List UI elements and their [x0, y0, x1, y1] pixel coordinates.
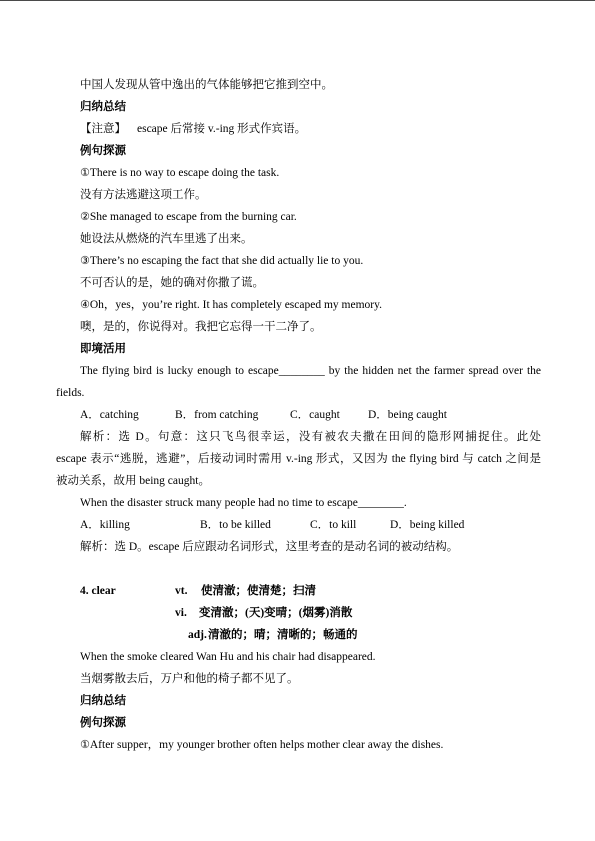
example-sentence: She managed to escape from the burning car.	[89, 211, 297, 223]
example-en	[56, 250, 541, 272]
option-c: C．to kill	[310, 519, 357, 531]
example-zh: 当烟雾散去后，万户和他的椅子都不见了。	[80, 673, 299, 685]
summary-heading: 归纳总结	[80, 695, 126, 707]
question-options	[56, 404, 541, 426]
option-c: C．caught	[290, 409, 340, 421]
example-en	[56, 162, 541, 184]
blank-line	[56, 558, 541, 580]
option-d: D．being caught	[368, 409, 447, 421]
sense-meaning: 使清澈；使清楚；扫清	[201, 585, 316, 597]
note-label: 【注意】	[80, 123, 126, 135]
example-sentence: After supper，my younger brother often helps mother clear away the dishes.	[89, 739, 444, 751]
example-sentence: There’s no escaping the fact that she did actually lie to you.	[89, 255, 364, 267]
intro-translation: 中国人发现从管中逸出的气体能够把它推到空中。	[80, 79, 333, 91]
example-sentence: Oh，yes，you’re right. It has completely escaped my memory.	[89, 299, 382, 311]
example-number: ③	[80, 254, 90, 267]
sense-line	[56, 624, 541, 646]
examples-heading: 例句探源	[80, 717, 126, 729]
sense-line	[56, 580, 541, 602]
note-text: escape 后常接 v.-ing 形式作宾语。	[137, 123, 307, 135]
question-stem-line: When the disaster struck many people had no time to escape________.	[80, 497, 407, 509]
example-number: ②	[80, 210, 90, 223]
option-b: B．to be killed	[200, 519, 271, 531]
example-zh: 她设法从燃烧的汽车里逃了出来。	[80, 233, 253, 245]
example-en	[56, 734, 541, 756]
page-content	[56, 74, 541, 756]
option-a: A．killing	[80, 519, 130, 531]
examples-heading: 例句探源	[80, 145, 126, 157]
option-d: D．being killed	[390, 519, 465, 531]
question-stem-line: The flying bird is lucky enough to escape________ by the hidden net the farmer spread over the	[80, 365, 541, 377]
part-of-speech: vi.	[175, 607, 187, 619]
example-zh: 不可否认的是，她的确对你撒了谎。	[80, 277, 264, 289]
analysis-line: 解析：选 D。句意：这只飞鸟很幸运，没有被农夫撒在田间的隐形网捕捉住。此处	[80, 431, 541, 443]
example-zh: 噢，是的，你说得对。我把它忘得一干二净了。	[80, 321, 322, 333]
example-en	[56, 294, 541, 316]
summary-heading: 归纳总结	[80, 101, 126, 113]
note-line	[56, 118, 541, 140]
example-en: When the smoke cleared Wan Hu and his chair had disappeared.	[80, 651, 376, 663]
example-number: ④	[80, 298, 90, 311]
example-number: ①	[80, 166, 90, 179]
example-sentence: There is no way to escape doing the task.	[89, 167, 280, 179]
headword: 4. clear	[80, 585, 116, 597]
part-of-speech: vt.	[175, 585, 188, 597]
option-a: A．catching	[80, 409, 139, 421]
practice-heading: 即境活用	[80, 343, 126, 355]
question-options	[56, 514, 541, 536]
sense-meaning: 变清澈；(天)变晴；(烟雾)消散	[199, 607, 353, 619]
question-stem-line: fields.	[56, 387, 85, 399]
example-number: ①	[80, 738, 90, 751]
top-rule	[0, 0, 595, 1]
sense-line	[56, 602, 541, 624]
example-en	[56, 206, 541, 228]
analysis-line: 被动关系，故用 being caught。	[56, 475, 210, 487]
sense-meaning: 清澈的；晴；清晰的；畅通的	[208, 629, 358, 641]
example-zh: 没有方法逃避这项工作。	[80, 189, 207, 201]
analysis-line: 解析：选 D。escape 后应跟动名词形式，这里考查的是动名词的被动结构。	[80, 541, 459, 553]
part-of-speech: adj.	[188, 629, 207, 641]
option-b: B．from catching	[175, 409, 259, 421]
analysis-line: escape 表示“逃脱，逃避”，后接动词时需用 v.-ing 形式，又因为 the flying bird 与 catch 之间是	[56, 453, 541, 465]
